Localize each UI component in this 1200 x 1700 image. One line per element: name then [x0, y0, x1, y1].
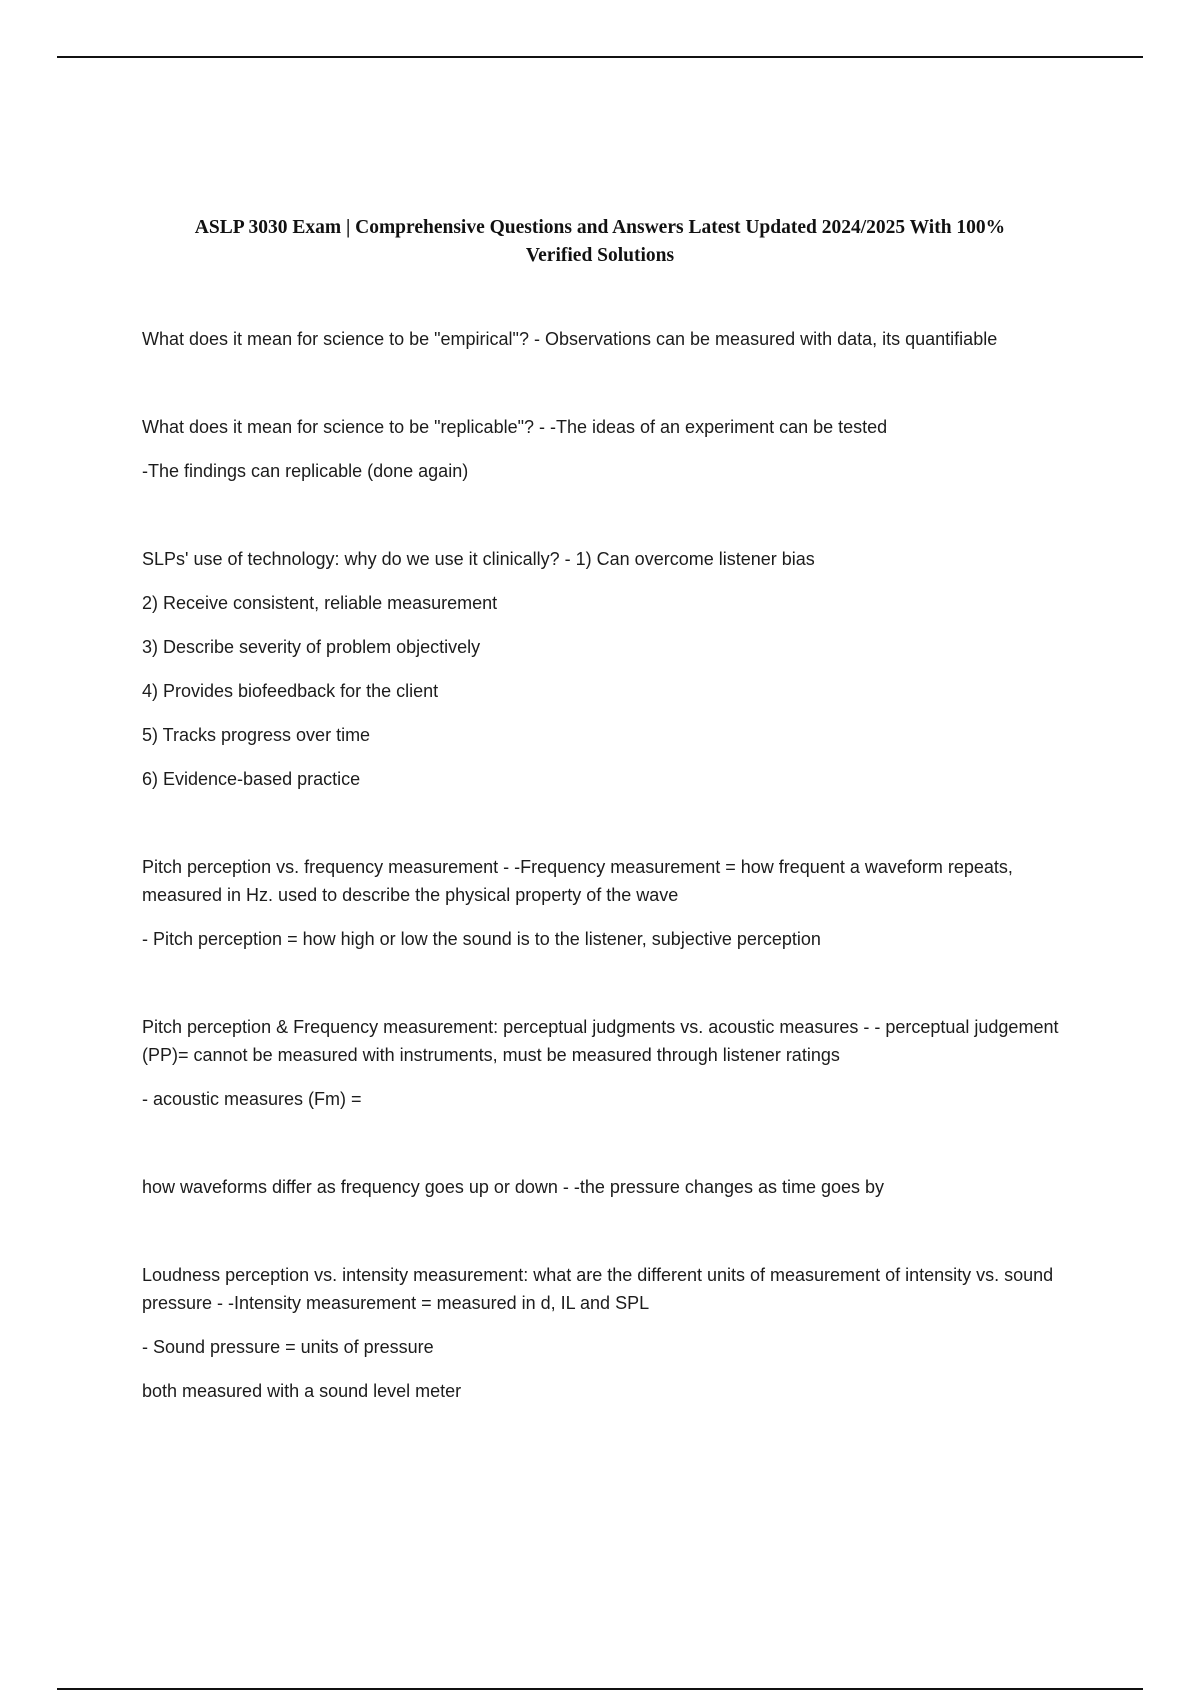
qa-text: - Sound pressure = units of pressure: [142, 1337, 434, 1357]
qa-text: both measured with a sound level meter: [142, 1381, 462, 1401]
qa-list: [142, 325, 1072, 1405]
qa-item: [142, 1261, 1072, 1405]
qa-text: 2) Receive consistent, reliable measurement: [142, 593, 498, 613]
qa-text: Pitch perception & Frequency measurement: perceptual judgments vs. acoustic measures - - perceptual judgement (PP)= cannot be measured with instruments, must be measured through listener ratings: [142, 1017, 1059, 1065]
qa-item: [142, 545, 1072, 793]
qa-text: What does it mean for science to be "replicable"? - -The ideas of an experiment can be tested: [142, 417, 888, 437]
qa-text: 3) Describe severity of problem objectively: [142, 637, 481, 657]
qa-text: SLPs' use of technology: why do we use it clinically? - 1) Can overcome listener bias: [142, 549, 815, 569]
qa-text: -The findings can replicable (done again): [142, 461, 469, 481]
qa-text: 5) Tracks progress over time: [142, 725, 371, 745]
qa-text: 4) Provides biofeedback for the client: [142, 681, 439, 701]
qa-item: [142, 1173, 1072, 1201]
bottom-rule: [57, 1688, 1143, 1690]
qa-item: [142, 853, 1072, 953]
qa-text: - acoustic measures (Fm) =: [142, 1089, 362, 1109]
qa-text: Pitch perception vs. frequency measurement - -Frequency measurement = how frequent a waveform repeats, measured in Hz. used to describe the physical property of the wave: [142, 857, 1013, 905]
qa-item: [142, 325, 1072, 353]
qa-text: What does it mean for science to be "empirical"? - Observations can be measured with data, its quantifiable: [142, 329, 998, 349]
qa-item: [142, 413, 1072, 485]
title-line-1: ASLP 3030 Exam | Comprehensive Questions and Answers Latest Updated 2024/2025 With 100%: [194, 217, 1006, 238]
top-rule: [57, 56, 1143, 58]
qa-text: - Pitch perception = how high or low the sound is to the listener, subjective perception: [142, 929, 821, 949]
qa-text: Loudness perception vs. intensity measurement: what are the different units of measurement of intensity vs. sound pressure - -Intensity measurement = measured in d, IL and SPL: [142, 1265, 1054, 1313]
qa-text: 6) Evidence-based practice: [142, 769, 361, 789]
document-title: [130, 214, 1070, 270]
qa-item: [142, 1013, 1072, 1113]
qa-text: how waveforms differ as frequency goes up or down - -the pressure changes as time goes by: [142, 1177, 885, 1197]
title-line-2: Verified Solutions: [525, 245, 675, 266]
